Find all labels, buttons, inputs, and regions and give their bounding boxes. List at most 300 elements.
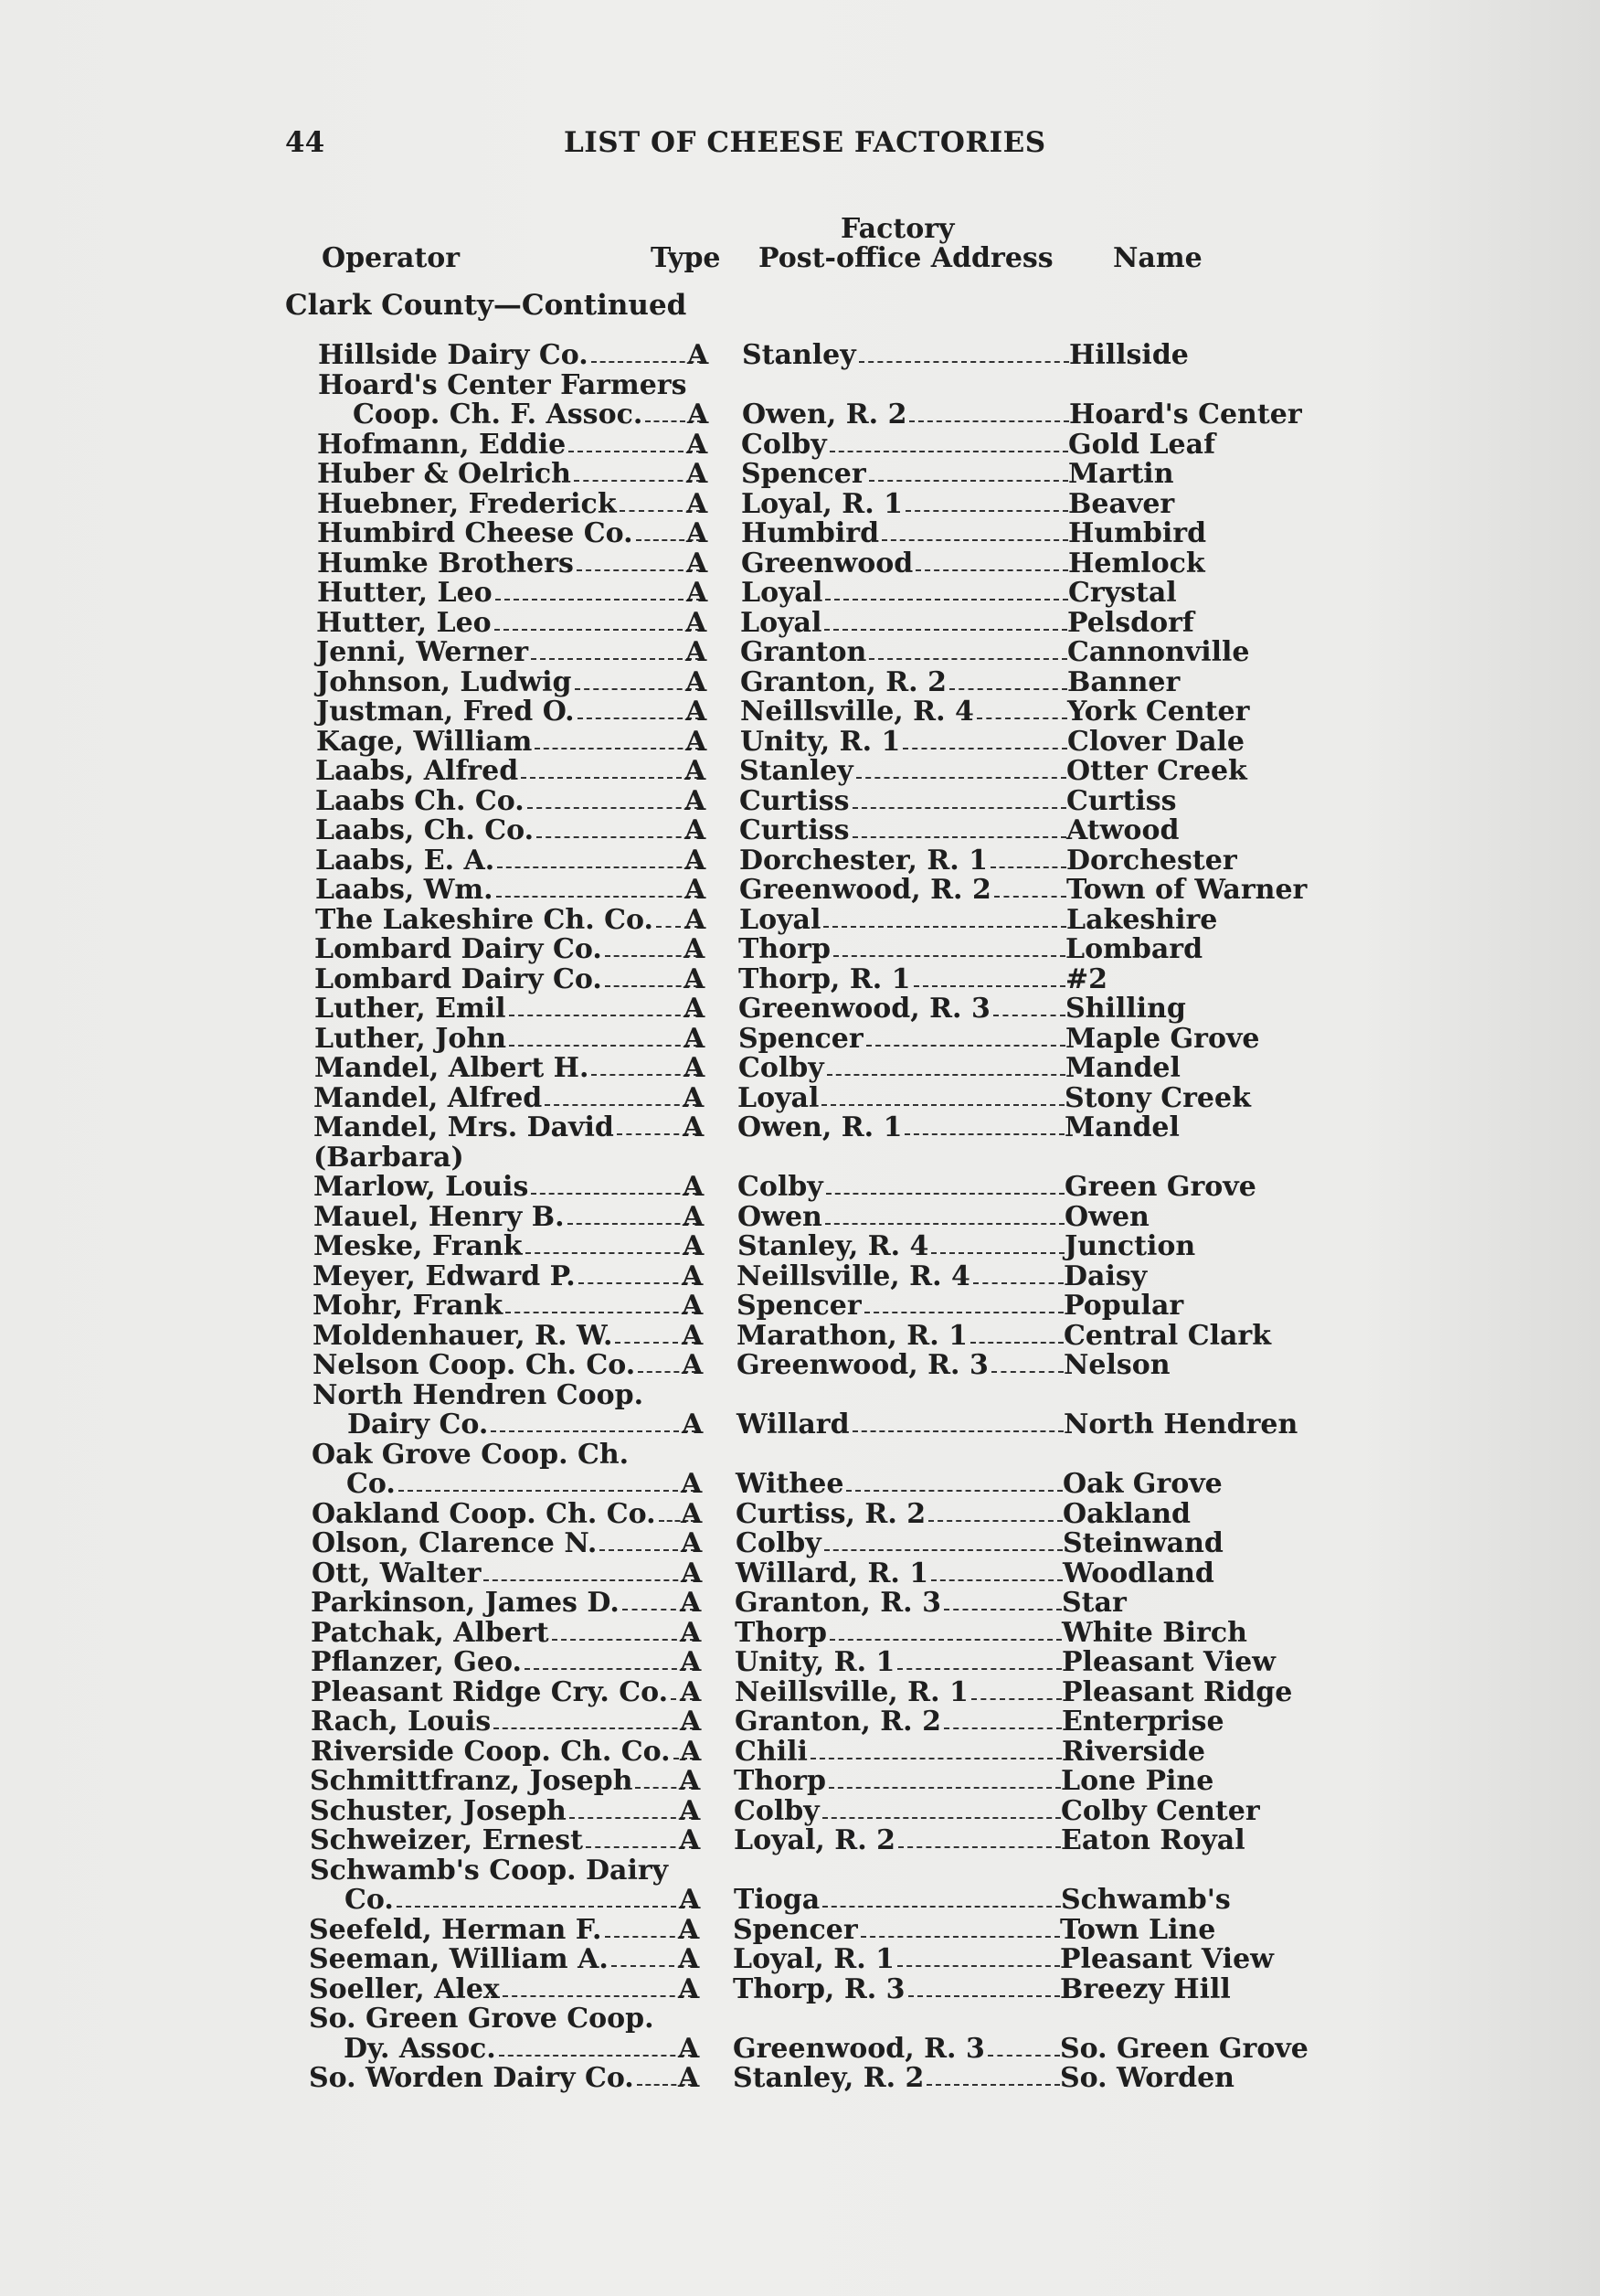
type-cell: A [679, 1794, 701, 1827]
operator-name: Co. [344, 1884, 394, 1916]
page-number: 44 [285, 126, 325, 159]
address-cell [737, 1232, 1066, 1261]
operator-cell [311, 1616, 702, 1649]
address-cell [739, 784, 1068, 817]
address-text: Spencer [738, 1022, 864, 1055]
operator-cell [314, 1022, 705, 1055]
table-row [0, 903, 1597, 936]
type-cell: A [687, 399, 709, 430]
factory-name-cell: Pleasant Ridge [1062, 1675, 1293, 1708]
address-cell [734, 1767, 1063, 1796]
operator-name: Pflanzer, Geo. [311, 1646, 522, 1678]
address-text: Colby [738, 1052, 824, 1084]
operator-cell [311, 1587, 702, 1619]
operator-name: Humke Brothers [317, 547, 574, 579]
address-cell [740, 606, 1069, 639]
type-cell: A [683, 1022, 705, 1055]
dot-leader [827, 1054, 1065, 1076]
address-cell [736, 1351, 1065, 1380]
dot-leader [927, 2064, 1060, 2086]
operator-cell [313, 1171, 705, 1203]
operator-cell [315, 784, 706, 817]
factory-name-cell: Lakeshire [1066, 903, 1218, 936]
table-row [0, 400, 1600, 430]
operator-name: Humbird Cheese Co. [317, 517, 633, 549]
address-cell [735, 1648, 1064, 1677]
address-cell [733, 2032, 1062, 2065]
table-row [0, 665, 1598, 698]
operator-cell [314, 962, 705, 995]
table-row [0, 1022, 1596, 1055]
factory-name-cell: Woodland [1063, 1557, 1214, 1589]
address-text: Colby [736, 1527, 821, 1559]
address-text: Spencer [733, 1913, 858, 1946]
dot-leader [864, 1292, 1064, 1313]
dot-leader [994, 876, 1066, 898]
operator-cell [313, 1230, 705, 1262]
address-text: Stanley [742, 339, 856, 371]
table-row [0, 1351, 1595, 1381]
page-header [285, 126, 1107, 163]
factory-name-cell: Clover Dale [1067, 725, 1245, 758]
address-cell [736, 1529, 1065, 1558]
factory-name-cell: Nelson [1064, 1349, 1171, 1381]
dot-leader [988, 2035, 1060, 2057]
address-cell [742, 400, 1071, 430]
address-text: Granton, R. 3 [735, 1587, 941, 1619]
address-text: Spencer [741, 458, 866, 490]
operator-cell [313, 1290, 704, 1322]
factory-name-cell: White Birch [1062, 1616, 1247, 1649]
dot-leader [973, 1262, 1064, 1284]
operator-cell [311, 1646, 702, 1678]
operator-name: Schweizer, Ernest [310, 1824, 584, 1856]
factory-name-cell: Steinwand [1063, 1527, 1224, 1559]
factory-name-cell: Breezy Hill [1060, 1972, 1231, 2005]
table-row [0, 1707, 1593, 1738]
dot-leader [825, 1203, 1065, 1225]
factory-name-cell: Martin [1068, 458, 1174, 490]
operator-cell [317, 428, 708, 461]
section-heading: Clark County—Continued [285, 289, 687, 322]
table-row [0, 1559, 1594, 1589]
operator-cell: Oak Grove Coop. Ch. [312, 1438, 630, 1471]
type-cell: A [683, 1200, 705, 1233]
address-text: Willard, R. 1 [736, 1557, 929, 1589]
dot-leader [861, 1916, 1060, 1938]
dot-leader [897, 1648, 1062, 1670]
dot-leader [866, 1025, 1065, 1047]
table-row [0, 519, 1599, 549]
type-cell: A [686, 517, 708, 549]
address-text: Greenwood, R. 3 [733, 2032, 985, 2065]
dot-leader [846, 1470, 1063, 1492]
type-cell: A [679, 1765, 701, 1797]
type-cell: A [678, 1913, 700, 1946]
dot-leader [931, 1232, 1065, 1254]
dot-leader [531, 638, 701, 660]
address-cell [742, 341, 1071, 370]
factory-name-cell: Cannonville [1067, 636, 1250, 668]
address-cell [739, 816, 1068, 845]
address-text: Stanley, R. 4 [737, 1230, 929, 1262]
operator-name: Olson, Clarence N. [312, 1527, 598, 1559]
address-cell [736, 1559, 1065, 1589]
operator-cell: Hoard's Center Farmers [318, 368, 687, 401]
operator-cell [316, 725, 707, 758]
type-cell: A [681, 1468, 703, 1500]
dot-leader [916, 549, 1068, 571]
operator-name: Oakland Coop. Ch. Co. [312, 1497, 656, 1530]
dot-leader [856, 757, 1066, 779]
address-cell [738, 935, 1067, 964]
type-cell: A [684, 784, 706, 817]
address-text: Neillsville, R. 1 [735, 1675, 969, 1708]
address-cell [741, 549, 1070, 579]
type-cell: A [682, 1349, 704, 1381]
factory-name-cell: Enterprise [1062, 1706, 1224, 1738]
dot-leader [568, 430, 702, 452]
address-cell [733, 1945, 1062, 1974]
table-row [0, 846, 1597, 877]
address-text: Humbird [741, 517, 880, 549]
table-row [0, 2004, 1591, 2035]
address-text: Colby [737, 1171, 823, 1203]
address-text: Greenwood, R. 2 [739, 874, 991, 906]
operator-cell: Schwamb's Coop. Dairy [310, 1854, 669, 1887]
address-text: Owen, R. 2 [742, 399, 907, 430]
address-text: Thorp [735, 1616, 827, 1649]
dot-leader [574, 460, 702, 482]
address-cell [736, 1262, 1065, 1292]
dot-leader [505, 1292, 697, 1313]
operator-name: Dairy Co. [347, 1408, 489, 1440]
address-cell [738, 962, 1067, 995]
operator-cell [312, 1497, 703, 1530]
dot-leader [824, 609, 1067, 631]
operator-name: Mandel, Alfred [313, 1081, 543, 1114]
address-text: Willard [736, 1408, 850, 1440]
operator-cell [313, 1111, 705, 1143]
dot-leader [833, 935, 1065, 957]
address-cell [740, 725, 1069, 758]
address-text: Greenwood, R. 3 [738, 993, 991, 1025]
dot-leader [577, 697, 701, 719]
address-cell [740, 638, 1069, 667]
table-row [0, 1054, 1596, 1084]
operator-name: Mandel, Albert H. [314, 1052, 589, 1084]
operator-cell [317, 577, 708, 609]
address-text: Granton, R. 2 [740, 665, 947, 698]
factory-name-cell: Riverside [1062, 1735, 1206, 1768]
factory-name-cell: North Hendren [1064, 1408, 1298, 1440]
address-text: Colby [734, 1794, 820, 1827]
dot-leader [494, 609, 701, 631]
table-row [0, 579, 1599, 609]
dot-leader [527, 787, 700, 809]
address-text: Owen, R. 1 [737, 1111, 903, 1143]
type-cell: A [683, 933, 705, 965]
factory-name-cell: Oak Grove [1063, 1468, 1223, 1500]
dot-leader [898, 1826, 1061, 1848]
operator-name: Luther, John [314, 1022, 506, 1055]
address-cell [738, 1054, 1067, 1083]
factory-name-cell: Pelsdorf [1067, 606, 1194, 639]
table-row [0, 1262, 1595, 1292]
operator-cell [310, 1824, 701, 1856]
factory-name-cell: Atwood [1066, 814, 1180, 846]
operator-cell [314, 994, 703, 1024]
factory-name-cell: Beaver [1068, 487, 1175, 520]
operator-cell [309, 1972, 700, 2005]
table-row [0, 962, 1596, 995]
dot-leader [977, 697, 1067, 719]
address-cell [735, 1735, 1064, 1768]
dot-leader [830, 430, 1068, 452]
dot-leader [497, 846, 700, 868]
table-row [0, 757, 1597, 787]
dot-leader [993, 994, 1065, 1016]
factory-name-cell: Eaton Royal [1061, 1824, 1245, 1856]
operator-name: Laabs, E. A. [315, 844, 495, 877]
type-cell: A [682, 1319, 704, 1352]
dot-leader [909, 400, 1069, 422]
address-cell [736, 1497, 1065, 1530]
table-row [0, 1972, 1591, 2005]
dot-leader [577, 549, 702, 571]
address-text: Unity, R. 1 [735, 1646, 895, 1678]
operator-name: Marlow, Louis [313, 1171, 529, 1203]
address-cell [737, 1173, 1066, 1202]
operator-name: Justman, Fred O. [316, 696, 575, 728]
dot-leader [830, 1619, 1062, 1641]
operator-cell [315, 846, 704, 876]
dot-leader [853, 787, 1066, 809]
address-text: Greenwood [741, 547, 914, 579]
operator-name: Hutter, Leo [316, 606, 492, 639]
dot-leader [398, 1470, 696, 1492]
address-cell [741, 460, 1070, 489]
factory-name-cell: Central Clark [1064, 1319, 1272, 1352]
dot-leader [928, 1500, 1063, 1522]
table-row [0, 341, 1600, 371]
table-row [0, 1232, 1595, 1262]
address-text: Loyal [737, 1081, 820, 1114]
factory-name-cell: Hoard's Center [1069, 399, 1302, 430]
dot-leader [575, 668, 701, 690]
address-cell [733, 1913, 1062, 1946]
address-cell [740, 697, 1069, 727]
table-row [0, 638, 1598, 668]
operator-name: Mohr, Frank [313, 1290, 503, 1322]
table-row [0, 1081, 1595, 1114]
address-cell [739, 757, 1068, 786]
table-row [0, 487, 1599, 520]
address-text: Loyal [741, 577, 823, 609]
type-cell: A [680, 1646, 702, 1678]
type-cell: A [684, 903, 706, 936]
address-text: Thorp, R. 3 [733, 1972, 906, 2005]
factory-name-cell: Town of Warner [1066, 874, 1308, 906]
factory-name-cell: Schwamb's [1061, 1884, 1231, 1916]
table-row [0, 1113, 1595, 1143]
address-cell [739, 846, 1068, 876]
table-row [0, 1856, 1592, 1887]
factory-name-cell: Maple Grove [1065, 1022, 1260, 1055]
operator-name: Schmittfranz, Joseph [310, 1765, 633, 1797]
address-cell [738, 994, 1067, 1024]
address-cell [734, 1886, 1063, 1915]
factory-name-cell: York Center [1067, 696, 1250, 728]
operator-name: Riverside Coop. Ch. Co. [311, 1735, 671, 1768]
operator-cell: North Hendren Coop. [313, 1378, 644, 1411]
address-text: Loyal, R. 1 [741, 487, 903, 520]
address-cell [735, 1616, 1064, 1649]
type-cell: A [683, 993, 705, 1025]
type-cell: A [687, 339, 709, 371]
dot-leader [853, 816, 1066, 838]
table-row [0, 876, 1597, 906]
dot-leader [970, 1322, 1064, 1344]
operator-name: Mandel, Mrs. David [313, 1111, 614, 1143]
table-row [0, 994, 1596, 1025]
table-row [0, 1529, 1594, 1559]
factory-name-cell: Owen [1065, 1200, 1150, 1233]
factory-name-cell: Pleasant View [1060, 1943, 1274, 1975]
type-cell: A [685, 665, 707, 698]
type-cell: A [685, 606, 707, 639]
factory-name-cell: Gold Leaf [1068, 428, 1215, 461]
address-text: Owen [737, 1200, 822, 1233]
table-row [0, 935, 1596, 965]
table-row [0, 1589, 1593, 1619]
operator-cell [311, 1675, 702, 1708]
dot-leader [944, 1589, 1062, 1610]
dot-leader [552, 1619, 695, 1641]
type-cell: A [683, 1081, 705, 1114]
dot-leader [825, 579, 1068, 601]
type-cell: A [680, 1735, 702, 1768]
operator-name: Schuster, Joseph [310, 1794, 567, 1827]
dot-leader [908, 1975, 1060, 1997]
dot-leader [531, 1173, 698, 1195]
operator-name: Jenni, Werner [316, 636, 529, 668]
operator-name: Seefeld, Herman F. [309, 1913, 602, 1946]
type-cell: A [680, 1587, 702, 1619]
operator-cell [318, 339, 709, 371]
dot-leader [495, 579, 702, 601]
operator-cell [310, 1765, 701, 1797]
dot-leader [823, 906, 1066, 928]
dot-leader [829, 1767, 1061, 1789]
factory-name-cell: Oakland [1063, 1497, 1191, 1530]
type-cell: A [682, 1260, 704, 1292]
dot-leader [811, 1738, 1062, 1759]
operator-cell [346, 1468, 703, 1500]
operator-name: Soeller, Alex [309, 1972, 500, 2005]
table-row [0, 1292, 1595, 1322]
type-cell: A [686, 458, 708, 490]
dot-leader [853, 1410, 1064, 1432]
address-text: Thorp [738, 933, 831, 965]
table-row [0, 2032, 1591, 2065]
table-row [0, 1200, 1595, 1233]
type-cell: A [682, 1408, 704, 1440]
address-text: Unity, R. 1 [740, 725, 901, 758]
dot-leader [859, 341, 1069, 363]
type-cell: A [685, 636, 707, 668]
operator-cell [316, 638, 705, 667]
factory-name-cell: Popular [1064, 1290, 1184, 1322]
operator-name: Lombard Dairy Co. [314, 933, 602, 965]
address-cell [735, 1707, 1064, 1737]
table-row [0, 1143, 1595, 1174]
dot-leader [914, 965, 1065, 987]
address-cell [741, 487, 1070, 520]
operator-cell [344, 2032, 700, 2065]
type-cell: A [680, 1616, 702, 1649]
dot-leader [535, 728, 701, 749]
operator-cell: So. Green Grove Coop. [309, 2003, 654, 2035]
dot-leader [525, 1648, 695, 1670]
operator-name: Mauel, Henry B. [313, 1200, 565, 1233]
dot-leader [496, 876, 700, 898]
address-cell [737, 1081, 1066, 1114]
column-header-operator: Operator [322, 242, 461, 274]
factory-name-cell: Hillside [1069, 339, 1189, 371]
dot-leader [944, 1707, 1062, 1729]
address-text: Granton, R. 2 [735, 1706, 941, 1738]
operator-name: Parkinson, James D. [311, 1587, 620, 1619]
dot-leader [525, 1232, 698, 1254]
operator-cell [316, 665, 707, 698]
operator-cell [313, 1260, 704, 1292]
dot-leader [903, 728, 1067, 749]
operator-cell [317, 458, 708, 490]
factory-name-cell: Hemlock [1068, 547, 1205, 579]
factory-name-cell: Lone Pine [1061, 1765, 1214, 1797]
table-row [0, 697, 1598, 728]
operator-name: Patchak, Albert [311, 1616, 549, 1649]
operator-name: Huber & Oelrich [317, 458, 571, 490]
operator-cell [314, 935, 703, 964]
address-text: Curtiss [739, 784, 850, 817]
operator-cell [344, 1884, 701, 1916]
table-row [0, 1675, 1593, 1708]
type-cell: A [684, 874, 706, 906]
operator-cell [311, 1706, 702, 1738]
table-row [0, 1648, 1593, 1678]
address-text: Thorp [734, 1765, 826, 1797]
dot-leader [567, 1203, 698, 1225]
factory-list [0, 341, 1600, 2094]
factory-name-cell: Banner [1067, 665, 1181, 698]
address-text: Thorp, R. 1 [738, 962, 911, 995]
address-cell [741, 519, 1070, 548]
operator-name: So. Worden Dairy Co. [309, 2062, 634, 2094]
factory-name-cell: Green Grove [1065, 1171, 1256, 1203]
dot-leader [971, 1678, 1062, 1700]
type-cell: A [683, 962, 705, 995]
table-row [0, 2064, 1591, 2094]
address-text: Withee [736, 1468, 844, 1500]
operator-name: Kage, William [316, 725, 533, 758]
address-text: Granton [740, 636, 867, 668]
dot-leader [569, 1797, 694, 1819]
address-text: Loyal [739, 903, 821, 936]
table-row [0, 606, 1598, 639]
dot-leader [483, 1559, 696, 1581]
